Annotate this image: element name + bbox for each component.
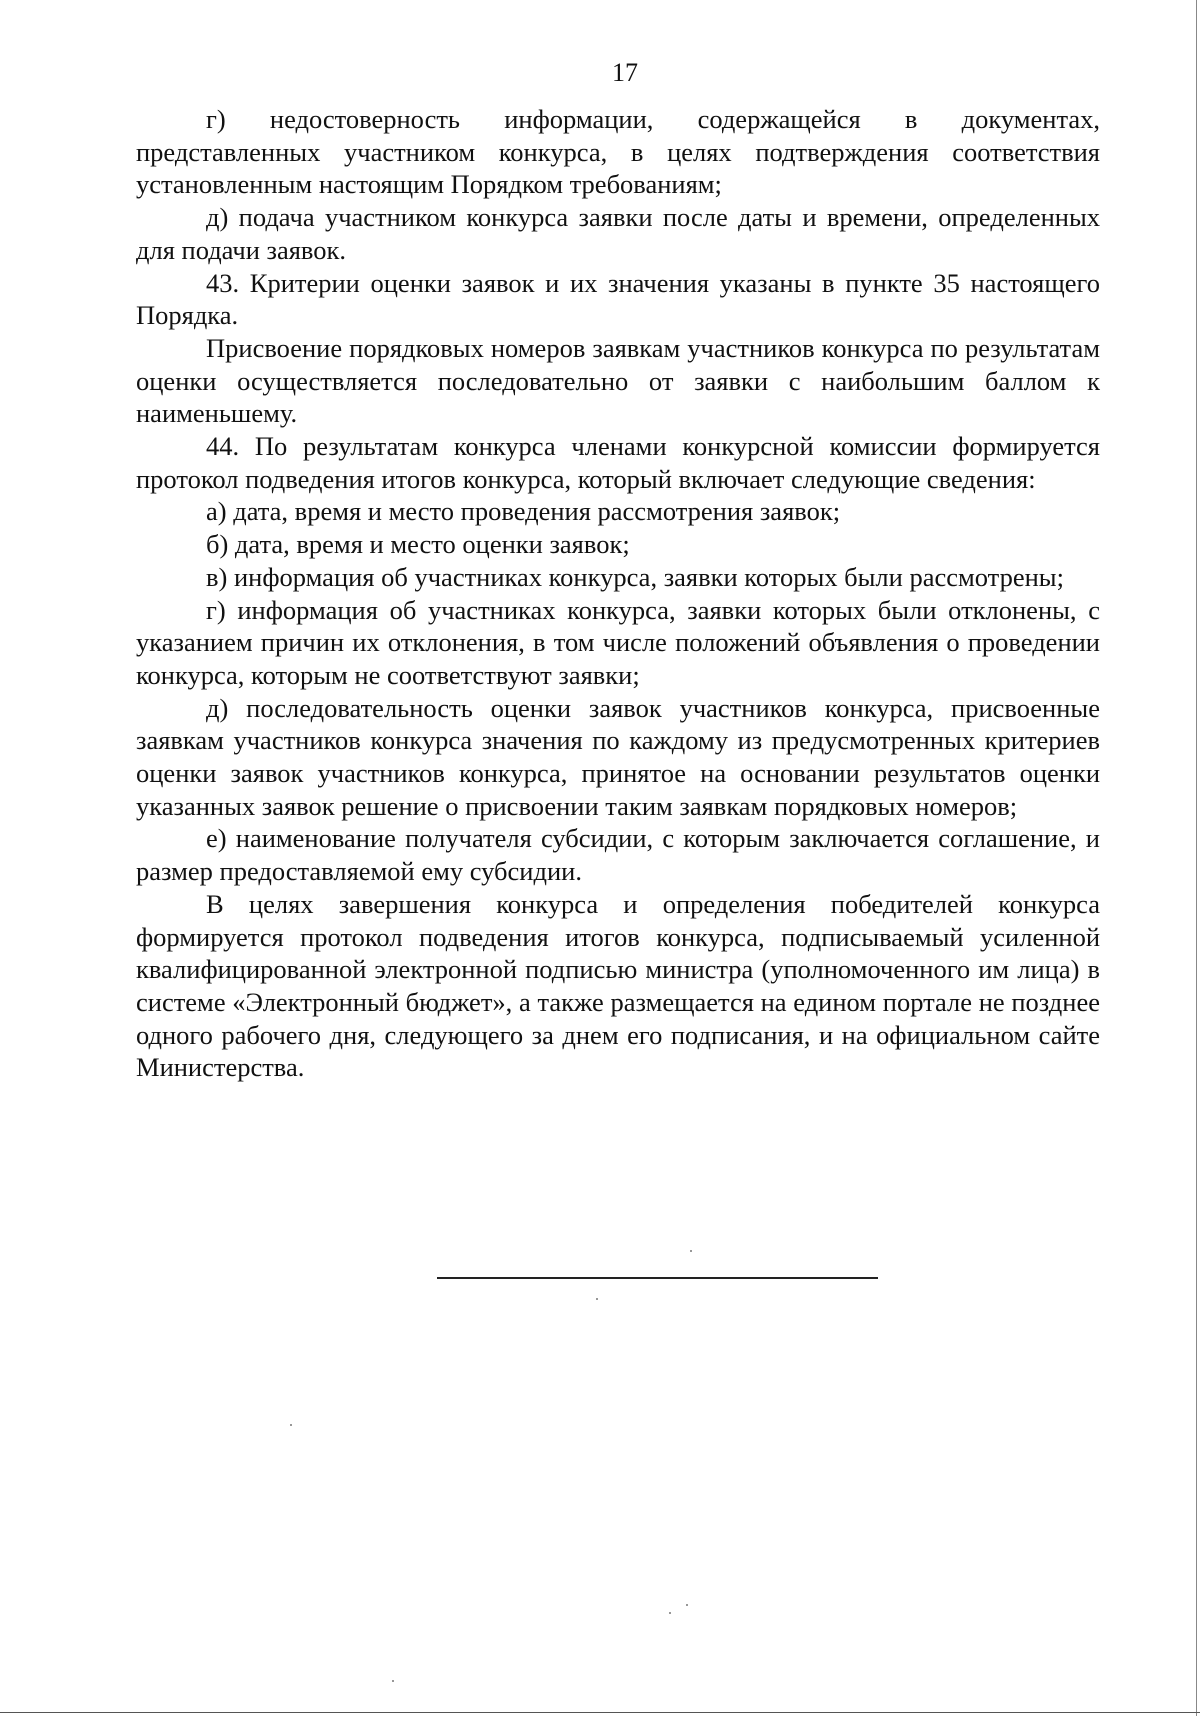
paragraph-item-d-evaluation-sequence: д) последовательность оценки заявок участников конкурса, присвоенные заявкам участников конкурса значения по каждому из предусмотренных критериев оценки заявок участников конкурса, принятое на основании результатов оценки указанных заявок решение о присвоении таким заявкам порядковых номеров; bbox=[136, 692, 1100, 821]
scan-speck bbox=[290, 1424, 292, 1426]
scan-edge-right bbox=[1196, 0, 1197, 1716]
paragraph-item-a: а) дата, время и место проведения рассмотрения заявок; bbox=[206, 496, 841, 527]
paragraph-final-protocol: В целях завершения конкурса и определения победителей конкурса формируется протокол подведения итогов конкурса, подписываемый усиленной квалифицированной электронной подписью министра (уполномоченного им лица) в системе «Электронный бюджет», а также размещается на едином портале не позднее одного рабочего дня, следующего за днем его подписания, и на официальном сайте Министерства. bbox=[136, 888, 1100, 1083]
scan-speck bbox=[392, 1680, 394, 1682]
paragraph-clause-43: 43. Критерии оценки заявок и их значения указаны в пункте 35 настоящего Порядка. bbox=[136, 267, 1100, 331]
paragraph-item-e-recipient: е) наименование получателя субсидии, с которым заключается соглашение, и размер предоставляемой ему субсидии. bbox=[136, 823, 1100, 887]
paragraph-numbering-assignment: Присвоение порядковых номеров заявкам участников конкурса по результатам оценки осуществляется последовательно от заявки с наибольшим баллом к наименьшему. bbox=[136, 332, 1100, 429]
paragraph-item-b: б) дата, время и место оценки заявок; bbox=[206, 529, 630, 560]
scan-speck bbox=[669, 1612, 671, 1614]
paragraph-item-g-rejected: г) информация об участниках конкурса, заявки которых были отклонены, с указанием причин их отклонения, в том числе положений объявления о проведении конкурса, которым не соответствуют заявки; bbox=[136, 594, 1100, 690]
scan-speck bbox=[686, 1604, 688, 1606]
scan-edge-bottom bbox=[0, 1712, 1200, 1713]
paragraph-item-g-unreliable-info: г) недостоверность информации, содержащейся в документах, представленных участником конкурса, в целях подтверждения соответствия установленным настоящим Порядком требованиям; bbox=[136, 104, 1100, 200]
scan-speck bbox=[596, 1298, 598, 1300]
document-body bbox=[136, 103, 1100, 1084]
paragraph-clause-44: 44. По результатам конкурса членами конкурсной комиссии формируется протокол подведения итогов конкурса, который включает следующие сведения: bbox=[136, 431, 1100, 494]
end-of-text-rule bbox=[437, 1277, 878, 1279]
paragraph-item-v: в) информация об участниках конкурса, заявки которых были рассмотрены; bbox=[206, 561, 1064, 592]
scan-speck bbox=[690, 1250, 692, 1252]
paragraph-item-d-late-submission: д) подача участником конкурса заявки после даты и времени, определенных для подачи заявок. bbox=[136, 202, 1100, 265]
page-number: 17 bbox=[612, 58, 638, 87]
